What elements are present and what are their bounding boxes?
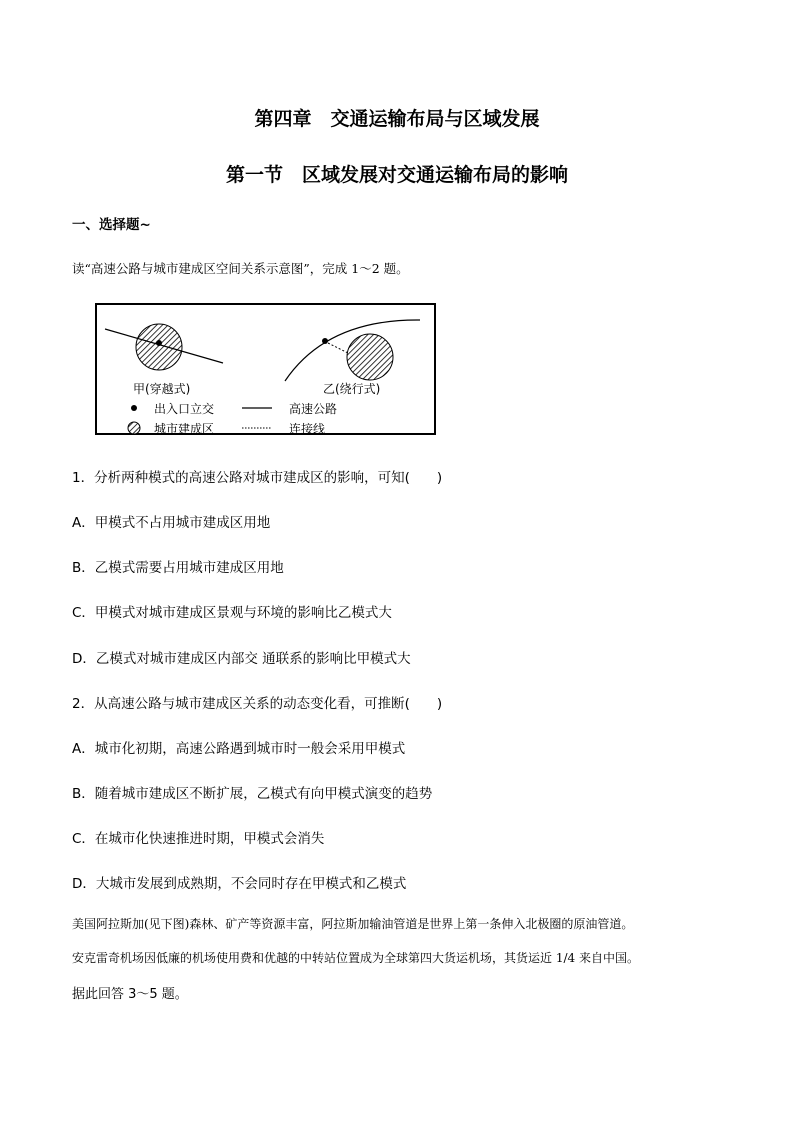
chapter-title: 第四章 交通运输布局与区域发展	[254, 108, 540, 130]
question-2-option-a: A．城市化初期，高速公路遇到城市时一般会采用甲模式	[72, 741, 406, 757]
section-title: 第一节 区域发展对交通运输布局的影响	[225, 164, 568, 186]
diagram-graphic	[97, 305, 438, 437]
question-2-stem: 2．从高速公路与城市建成区关系的动态变化看，可推断( )	[72, 696, 443, 712]
question-2-option-b: B．随着城市建成区不断扩展，乙模式有向甲模式演变的趋势	[72, 786, 433, 802]
legend-builtup-label: 城市建成区	[154, 422, 215, 436]
label-mode-a: 甲(穿越式)	[133, 382, 191, 396]
question-1-option-a: A．甲模式不占用城市建成区用地	[72, 515, 271, 531]
builtup-area-a	[136, 324, 182, 370]
interchange-b	[322, 338, 328, 344]
builtup-area-b	[347, 334, 393, 380]
question-2-option-c: C．在城市化快速推进时期，甲模式会消失	[72, 831, 325, 847]
legend-interchange-label: 出入口立交	[154, 402, 215, 416]
intro-text-2-line-1: 美国阿拉斯加(见下图)森林、矿产等资源丰富，阿拉斯加输油管道是世界上第一条伸入北极圈的原油管道。	[72, 917, 634, 931]
part-heading: 一、选择题~	[72, 217, 151, 233]
link-line-b	[328, 343, 348, 353]
question-1-option-b: B．乙模式需要占用城市建成区用地	[72, 560, 284, 576]
question-2-option-d: D．大城市发展到成熟期，不会同时存在甲模式和乙模式	[72, 876, 407, 892]
question-1-option-d: D．乙模式对城市建成区内部交 通联系的影响比甲模式大	[72, 651, 411, 667]
intro-text-2-line-2: 安克雷奇机场因低廉的机场使用费和优越的中转站位置成为全球第四大货运机场，其货运近 1/4 来自中国。	[72, 951, 639, 965]
highway-city-diagram	[95, 303, 436, 435]
question-1-stem: 1．分析两种模式的高速公路对城市建成区的影响，可知( )	[72, 470, 443, 486]
legend-link-label: 连接线	[289, 422, 326, 436]
legend-highway-label: 高速公路	[289, 402, 338, 416]
question-1-option-c: C．甲模式对城市建成区景观与环境的影响比乙模式大	[72, 605, 392, 621]
interchange-a	[156, 340, 162, 346]
intro-text-1: 读“高速公路与城市建成区空间关系示意图”，完成 1～2 题。	[72, 261, 409, 276]
legend-builtup-symbol	[128, 422, 140, 434]
intro-text-2-line-3: 据此回答 3～5 题。	[72, 987, 188, 1002]
legend-interchange-symbol	[131, 405, 137, 411]
label-mode-b: 乙(绕行式)	[323, 382, 381, 396]
